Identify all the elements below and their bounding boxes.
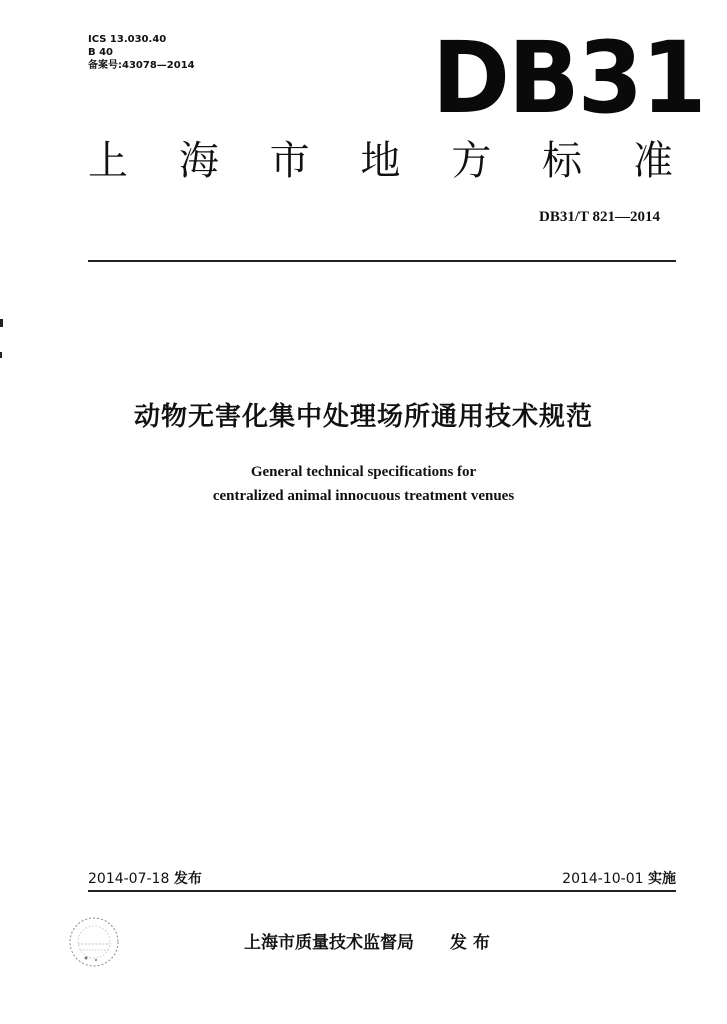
heading-char: 方 (451, 138, 492, 184)
classification-codes (88, 33, 195, 72)
record-number: 备案号:43078—2014 (88, 60, 195, 71)
heading-char: 地 (360, 138, 401, 184)
implement-date (562, 868, 676, 888)
heading-char: 标 (542, 138, 583, 184)
heading-char: 海 (178, 138, 219, 184)
heading-char: 市 (269, 138, 310, 184)
standard-number: DB31/T 821—2014 (539, 209, 660, 225)
issuer-name: 上海市质量技术监督局 (244, 933, 414, 953)
issue-date-value: 2014-07-18 (88, 871, 170, 887)
issue-date-label: 发布 (173, 871, 202, 887)
standard-heading (88, 138, 673, 184)
heading-char: 上 (88, 138, 128, 184)
ccs-code: B 40 (88, 47, 114, 58)
heading-char: 准 (632, 138, 673, 184)
db31-logo (432, 21, 705, 137)
implement-date-value: 2014-10-01 (562, 871, 644, 887)
edge-mark (0, 319, 3, 327)
issue-date (88, 868, 202, 888)
document-title-en-line2: centralized animal innocuous treatment venues (212, 488, 515, 504)
bottom-divider (88, 890, 676, 892)
logo-text: DB31 (432, 21, 705, 137)
edge-mark (0, 352, 2, 358)
ics-code: ICS 13.030.40 (88, 34, 167, 45)
implement-date-label: 实施 (648, 871, 676, 887)
top-divider (88, 260, 676, 262)
issuer-action: 发布 (449, 933, 496, 953)
document-title-en-line1: General technical specifications for (250, 464, 477, 480)
document-title-cn: 动物无害化集中处理场所通用技术规范 (133, 402, 593, 432)
stamp-icon (66, 914, 122, 970)
issuer (244, 928, 496, 953)
